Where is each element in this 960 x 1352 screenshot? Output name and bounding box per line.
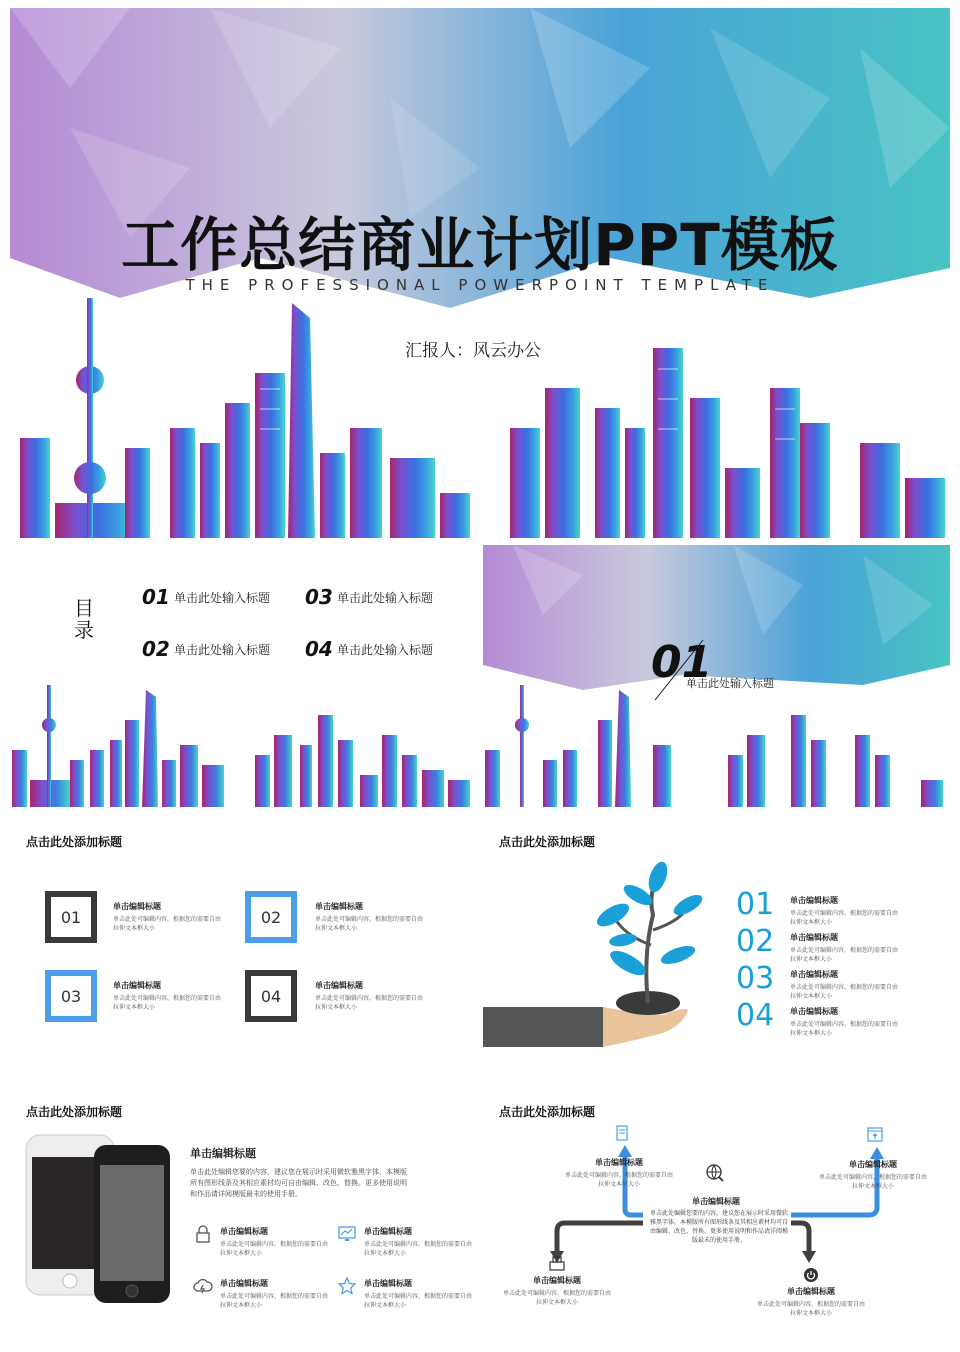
slide-title: 点击此处添加标题 — [499, 1105, 596, 1119]
list-number: 04 — [736, 998, 775, 1033]
item-description: 单击此处可编辑内容，根据您的需要自由拉伸文本框大小 — [113, 995, 222, 1011]
feature-description: 单击此处编辑您要的内容，建议您在展示时采用微软雅黑字体，本模版所有图形线条及其相应素材均可自由编辑、改色、替换。更多使用说明和作品请详阅模版最末的使用手册。 — [190, 1168, 407, 1198]
slide-title: 点击此处添加标题 — [26, 1105, 123, 1119]
toc-item-4[interactable] — [305, 637, 433, 661]
item-description: 单击此处可编辑内容，根据您的需要自由拉伸文本框大小 — [315, 995, 424, 1011]
frame-number: 04 — [251, 976, 291, 1016]
cover-slide[interactable] — [10, 8, 950, 538]
frame-number: 03 — [51, 976, 91, 1016]
item-heading: 单击编辑标题 — [787, 1287, 835, 1296]
item-description: 单击此处可编辑内容，根据您的需要自由拉伸文本框大小 — [818, 1174, 927, 1190]
box-item-2 — [315, 901, 425, 933]
power-icon — [801, 1265, 821, 1285]
item-heading: 单击编辑标题 — [790, 1007, 838, 1016]
item-description: 单击此处可编辑内容，根据您的需要自由拉伸文本框大小 — [220, 1293, 329, 1309]
flow-node-top-left — [564, 1157, 674, 1189]
item-description: 单击此处可编辑内容，根据您的需要自由拉伸文本框大小 — [790, 947, 899, 963]
item-heading: 单击编辑标题 — [364, 1227, 412, 1236]
section-slide[interactable] — [483, 545, 950, 807]
cover-title: 工作总结商业计划PPT模板 — [121, 211, 839, 279]
list-item-1 — [790, 895, 900, 927]
item-heading: 单击编辑标题 — [220, 1279, 268, 1288]
item-heading: 单击编辑标题 — [692, 1197, 740, 1206]
toc-item-1[interactable] — [142, 585, 270, 609]
feature-item-1 — [220, 1226, 330, 1258]
list-number: 02 — [736, 924, 775, 959]
cloud-icon — [193, 1276, 213, 1296]
flow-node-bottom-right — [756, 1286, 866, 1318]
frame-number: 01 — [51, 897, 91, 937]
feature-heading: 单击编辑标题 — [190, 1147, 256, 1160]
flow-diagram-slide[interactable] — [483, 1085, 950, 1347]
list-item-3 — [790, 969, 900, 1001]
item-heading: 单击编辑标题 — [533, 1276, 581, 1285]
item-description: 单击此处可编辑内容，根据您的需要自由拉伸文本框大小 — [502, 1290, 611, 1306]
star-icon — [337, 1276, 357, 1296]
numbered-boxes-slide[interactable] — [10, 815, 475, 1077]
item-heading: 单击编辑标题 — [113, 981, 161, 990]
flow-center-description: 单击此处编辑您要的内容，建议您在展示时采用微软雅黑字体，本模版所有图形线条及其相应素材均可自由编辑、改色、替换。更多使用说明和作品请详阅模版最末的使用手册。 — [649, 1210, 788, 1244]
cover-subtitle: THE PROFESSIONAL POWERPOINT TEMPLATE — [185, 276, 775, 294]
lock-icon — [193, 1224, 213, 1244]
item-heading: 单击编辑标题 — [790, 970, 838, 979]
list-number: 03 — [736, 961, 775, 996]
item-description: 单击此处可编辑内容，根据您的需要自由拉伸文本框大小 — [790, 910, 899, 926]
number-frame-02 — [245, 891, 297, 943]
item-description: 单击此处可编辑内容，根据您的需要自由拉伸文本框大小 — [790, 984, 899, 1000]
frame-number: 02 — [251, 897, 291, 937]
flow-node-bottom-left — [502, 1275, 612, 1307]
phone-features-slide[interactable] — [10, 1085, 475, 1347]
feature-item-3 — [220, 1278, 330, 1310]
monitor-chart-icon — [337, 1224, 357, 1244]
list-item-2 — [790, 932, 900, 964]
window-upload-icon — [865, 1125, 885, 1145]
section-number: 01 — [651, 637, 713, 688]
toc-item-3[interactable] — [305, 585, 433, 609]
item-description: 单击此处可编辑内容，根据您的需要自由拉伸文本框大小 — [113, 916, 222, 932]
number-frame-01 — [45, 891, 97, 943]
document-icon — [612, 1123, 632, 1143]
item-heading: 单击编辑标题 — [315, 981, 363, 990]
item-description: 单击此处可编辑内容，根据您的需要自由拉伸文本框大小 — [220, 1241, 329, 1257]
cash-register-icon — [547, 1253, 567, 1273]
toc-item-number: 02 — [142, 637, 170, 661]
section-label: 单击此处输入标题 — [686, 677, 774, 690]
box-item-4 — [315, 980, 425, 1012]
toc-item-label: 单击此处输入标题 — [174, 590, 271, 605]
item-heading: 单击编辑标题 — [113, 902, 161, 911]
item-description: 单击此处可编辑内容，根据您的需要自由拉伸文本框大小 — [364, 1241, 473, 1257]
item-heading: 单击编辑标题 — [364, 1279, 412, 1288]
number-frame-03 — [45, 970, 97, 1022]
globe-search-icon — [705, 1163, 725, 1183]
flow-center-node — [661, 1196, 771, 1207]
item-heading: 单击编辑标题 — [595, 1158, 643, 1167]
number-frame-04 — [245, 970, 297, 1022]
list-number: 01 — [736, 887, 775, 922]
slide-title: 点击此处添加标题 — [26, 835, 123, 849]
growth-list-slide[interactable] — [483, 815, 950, 1077]
slide-title: 点击此处添加标题 — [499, 835, 596, 849]
toc-item-number: 01 — [142, 585, 170, 609]
reporter-label: 汇报人：风云办公 — [405, 341, 541, 361]
toc-heading: 目录 — [74, 596, 94, 642]
item-description: 单击此处可编辑内容，根据您的需要自由拉伸文本框大小 — [315, 916, 424, 932]
box-item-1 — [113, 901, 223, 933]
toc-item-number: 03 — [305, 585, 333, 609]
item-heading: 单击编辑标题 — [315, 902, 363, 911]
item-heading: 单击编辑标题 — [790, 933, 838, 942]
toc-item-label: 单击此处输入标题 — [337, 642, 434, 657]
toc-item-number: 04 — [305, 637, 333, 661]
toc-item-label: 单击此处输入标题 — [337, 590, 434, 605]
item-description: 单击此处可编辑内容，根据您的需要自由拉伸文本框大小 — [564, 1172, 673, 1188]
toc-slide[interactable] — [10, 545, 475, 807]
item-description: 单击此处可编辑内容，根据您的需要自由拉伸文本框大小 — [364, 1293, 473, 1309]
feature-item-2 — [364, 1226, 474, 1258]
list-item-4 — [790, 1006, 900, 1038]
item-heading: 单击编辑标题 — [849, 1160, 897, 1169]
toc-item-label: 单击此处输入标题 — [174, 642, 271, 657]
item-heading: 单击编辑标题 — [790, 896, 838, 905]
item-description: 单击此处可编辑内容，根据您的需要自由拉伸文本框大小 — [756, 1301, 865, 1317]
item-description: 单击此处可编辑内容，根据您的需要自由拉伸文本框大小 — [790, 1021, 899, 1037]
feature-item-4 — [364, 1278, 474, 1310]
box-item-3 — [113, 980, 223, 1012]
flow-node-top-right — [818, 1159, 928, 1191]
toc-item-2[interactable] — [142, 637, 270, 661]
item-heading: 单击编辑标题 — [220, 1227, 268, 1236]
